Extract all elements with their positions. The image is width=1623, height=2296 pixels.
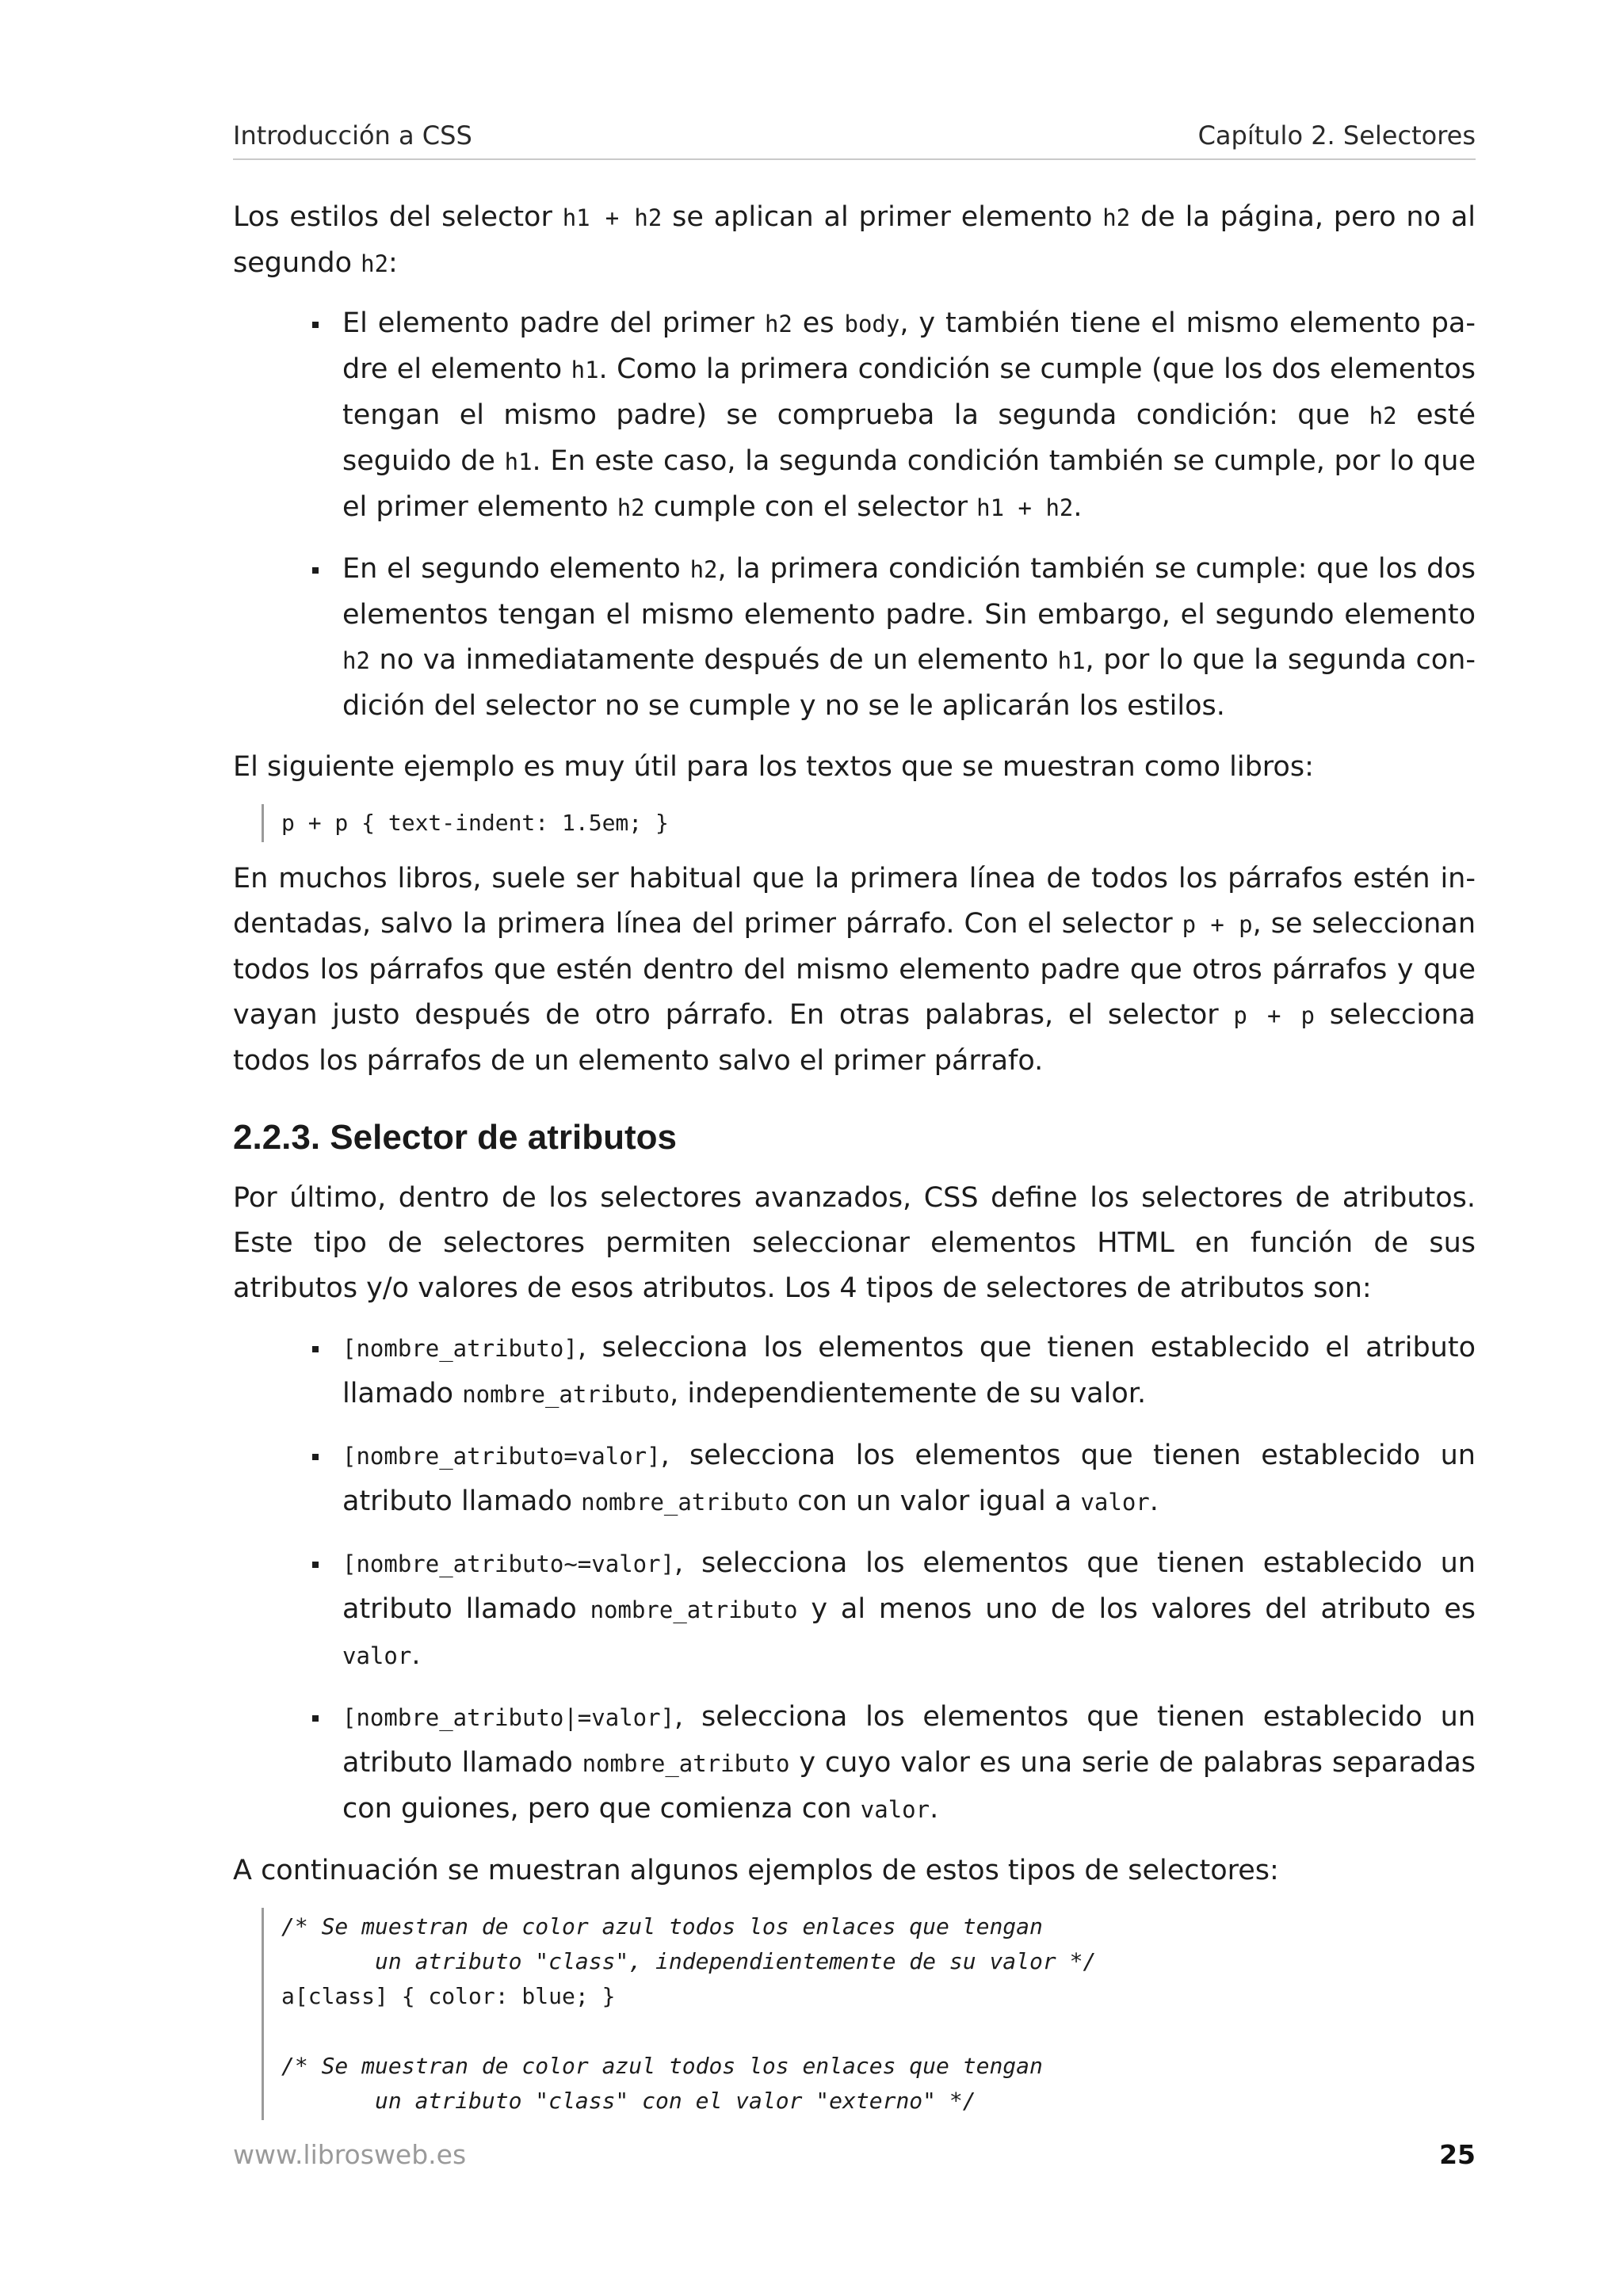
bullet-list-2 xyxy=(233,1325,1476,1833)
code-comment: un atributo "class", independientemente de su valor */ xyxy=(281,1948,1097,1974)
paragraph-3: En muchos libros, suele ser habitual que la primera línea de todos los párrafos estén indentadas, salvo la primera línea del primer párrafo. Con el selector p + p, se seleccionan todos los párrafos que estén dentro del mismo elemento padre que otros párrafos y que vayan justo después de otro párrafo. En otras palabras, el selector p + p selecciona todos los párrafos de un elemento salvo el primer párrafo. xyxy=(233,863,1476,1077)
paragraph-1: Los estilos del selector h1 + h2 se aplican al primer elemento h2 de la página, pero no al segundo h2: xyxy=(233,201,1476,279)
section-heading: 2.2.3. Selector de atributos xyxy=(233,1118,677,1157)
list-item: [nombre_atributo~=valor], selecciona los elementos que tienen establecido un atributo llamado nombre_atributo y al menos uno de los valores del atributo es valor. xyxy=(342,1541,1476,1679)
code-comment: /* Se muestran de color azul todos los enlaces que tengan xyxy=(281,1913,1043,1939)
page-body xyxy=(233,195,1476,2134)
list-item: [nombre_atributo|=valor], selecciona los elementos que tienen establecido un atributo llamado nombre_atributo y cuyo valor es una serie de palabras separadas con guiones, pero que comienza con valor. xyxy=(342,1695,1476,1833)
chapter-title: Capítulo 2. Selectores xyxy=(1197,120,1476,151)
list-item: En el segundo elemento h2, la primera condición también se cumple: que los dos elementos tengan el mismo elemento padre. Sin embargo, el segundo elemento h2 no va inmediatamente después de un elemento h1, por lo que la segunda condición del selector no se cumple y no se le aplicarán los estilos. xyxy=(342,547,1476,729)
code-comment: un atributo "class" con el valor "externo" */ xyxy=(281,2088,976,2114)
site-url: www.librosweb.es xyxy=(233,2139,467,2170)
paragraph-2: El siguiente ejemplo es muy útil para los textos que se muestran como libros: xyxy=(233,751,1314,783)
code-block-2 xyxy=(262,1908,1476,2120)
bullet-list-1 xyxy=(233,301,1476,729)
page-number: 25 xyxy=(1439,2139,1476,2170)
list-item: [nombre_atributo], selecciona los elementos que tienen establecido el atributo llamado nombre_atributo, independientemente de su valor. xyxy=(342,1325,1476,1417)
running-header xyxy=(233,119,1476,160)
paragraph-4: Por último, dentro de los selectores avanzados, CSS define los selectores de atributos. Este tipo de selectores permiten seleccionar elementos HTML en función de sus atributos y/o valores de esos atributos. Los 4 tipos de selectores de atributos son: xyxy=(233,1182,1476,1304)
code-comment: /* Se muestran de color azul todos los enlaces que tengan xyxy=(281,2053,1043,2079)
code-line: a[class] { color: blue; } xyxy=(281,1983,616,2009)
list-item: [nombre_atributo=valor], selecciona los elementos que tienen establecido un atributo llamado nombre_atributo con un valor igual a valor. xyxy=(342,1433,1476,1525)
book-title: Introducción a CSS xyxy=(233,120,472,151)
list-item: El elemento padre del primer h2 es body, y también tiene el mismo elemento padre el elemento h1. Como la primera condición se cumple (que los dos elementos tengan el mismo padre) se comprueba la segunda condición: que h2 esté seguido de h1. En este caso, la segunda condición también se cumple, por lo que el primer elemento h2 cumple con el selector h1 + h2. xyxy=(342,301,1476,531)
code-block-1: p + p { text-indent: 1.5em; } xyxy=(262,804,1476,842)
paragraph-5: A continuación se muestran algunos ejemplos de estos tipos de selectores: xyxy=(233,1855,1279,1886)
